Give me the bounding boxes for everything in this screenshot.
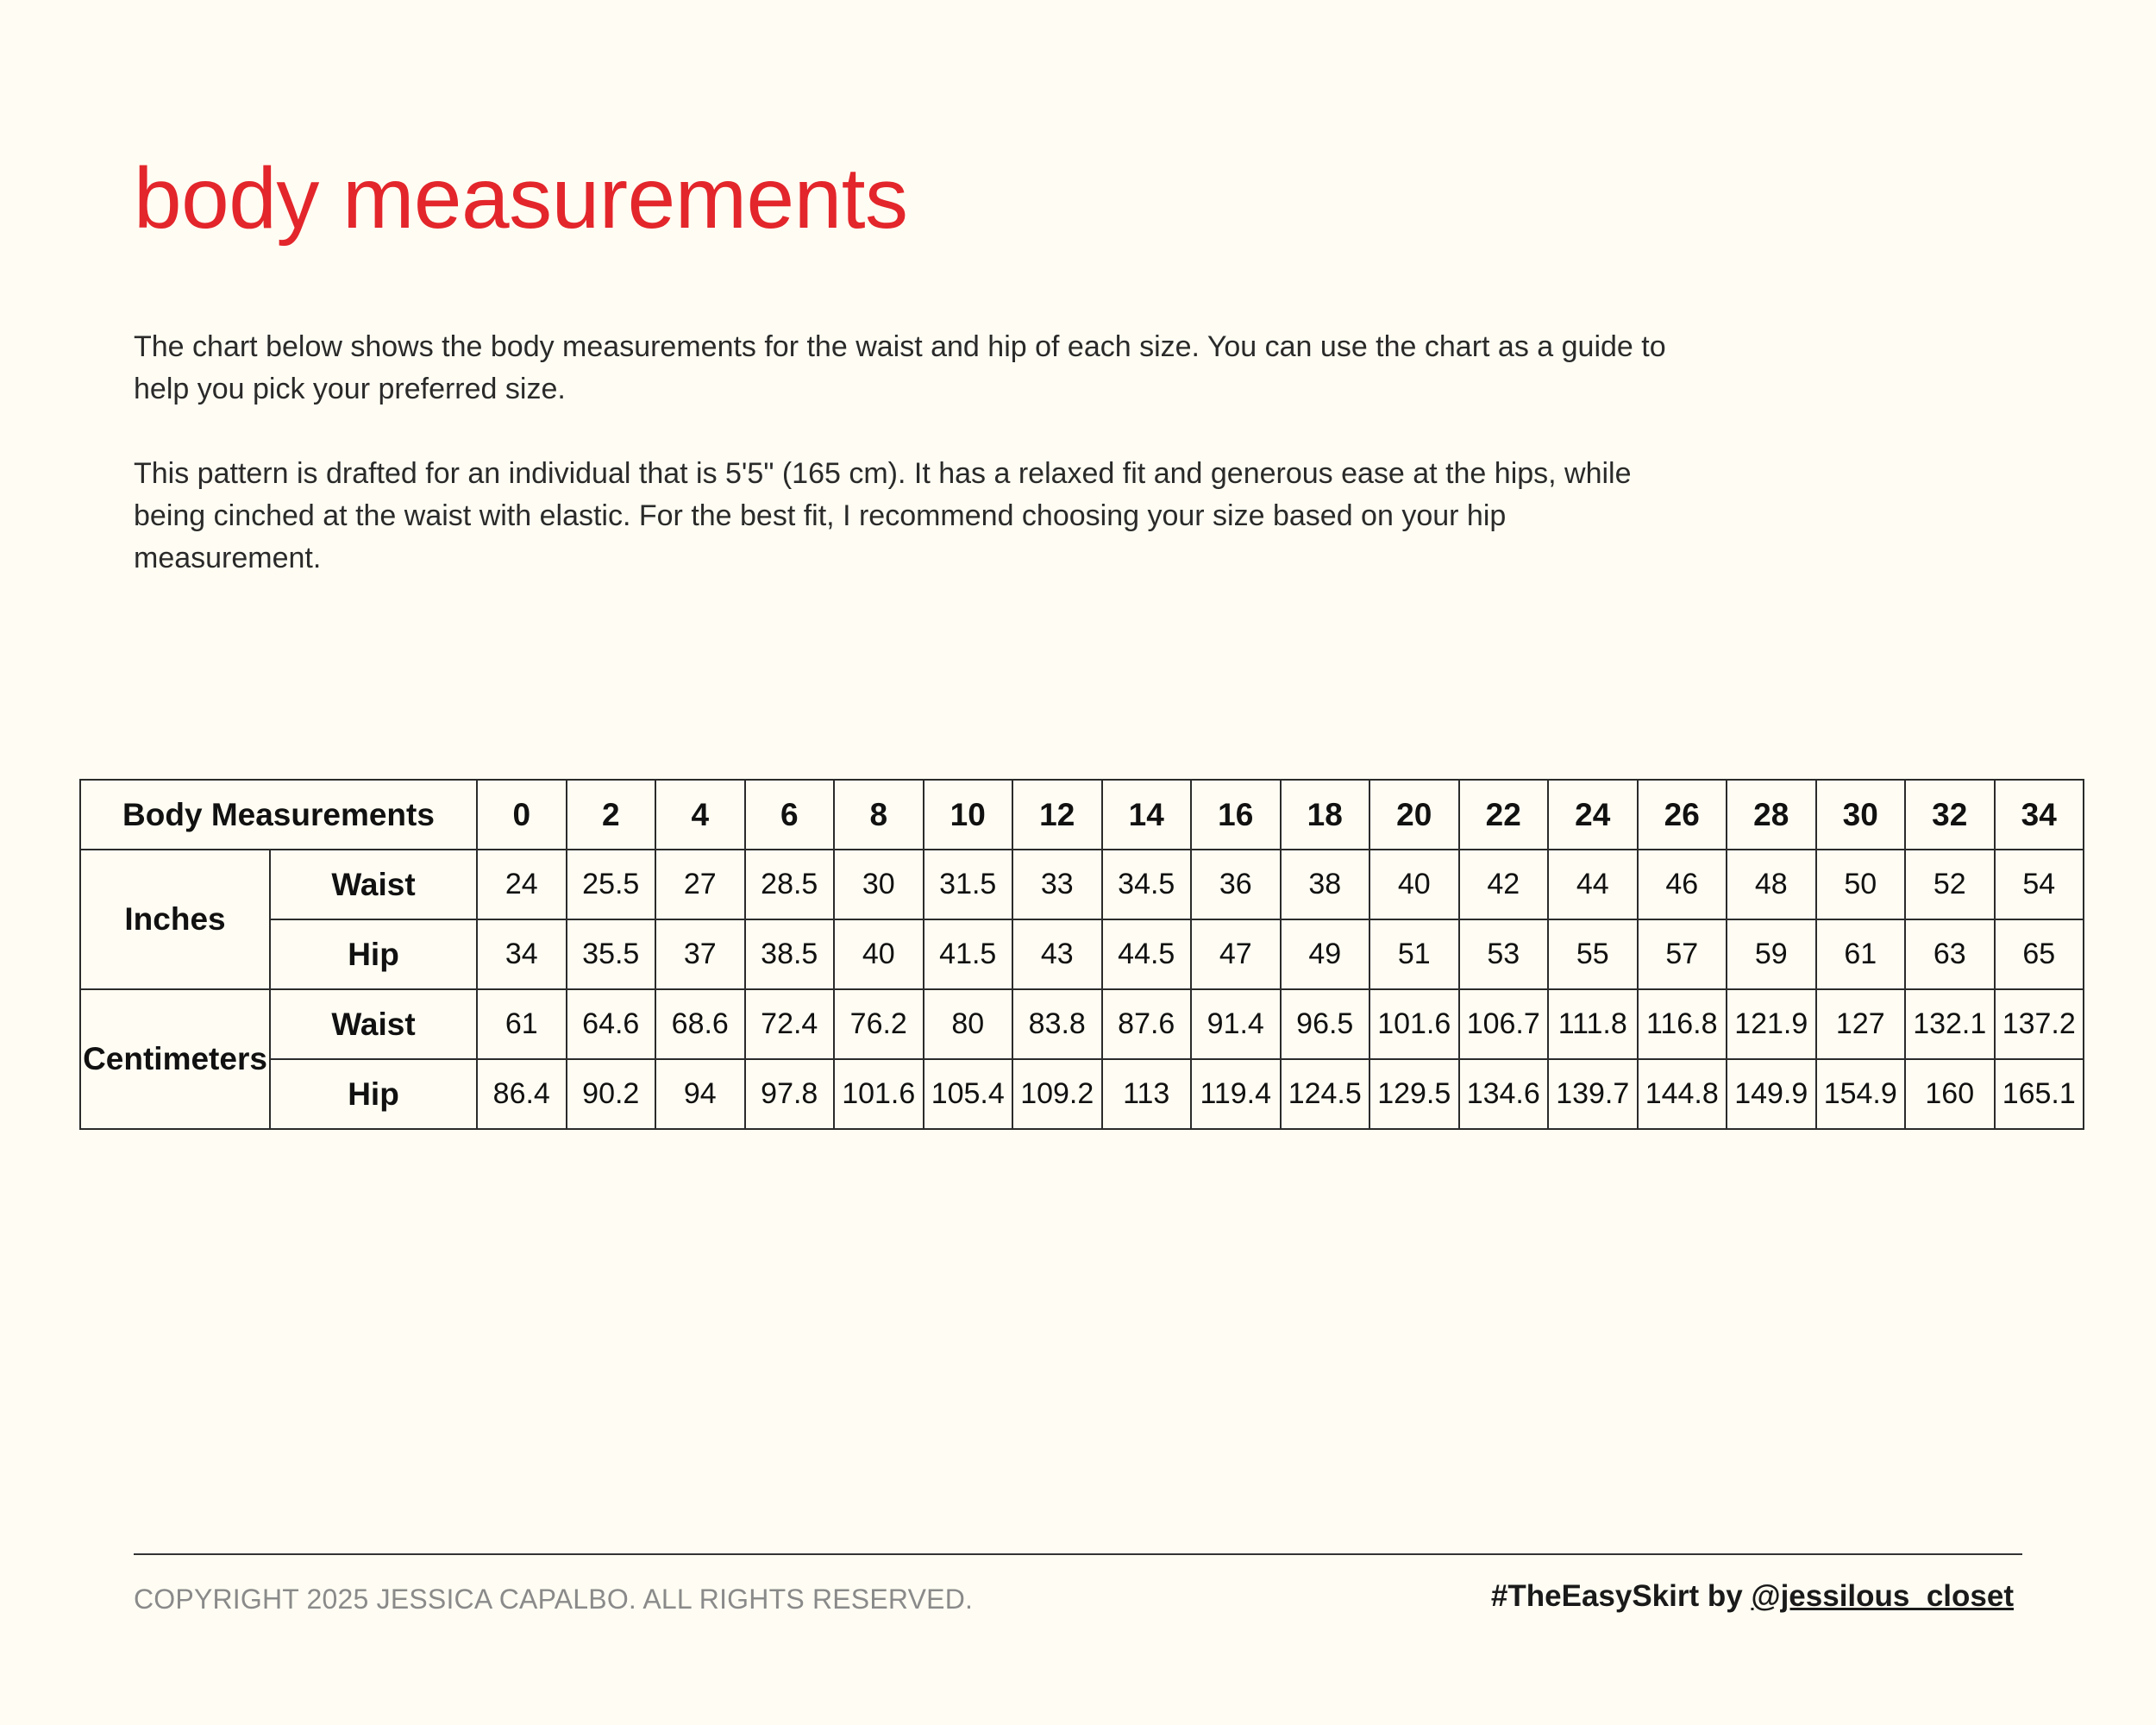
table-cell: 154.9 (1816, 1059, 1906, 1129)
table-cell: 52 (1905, 850, 1995, 919)
intro-paragraph-2: This pattern is drafted for an individual that is 5'5" (165 cm). It has a relaxed fit and generous ease at the hips, while being cinched at the waist with elastic. For the best fit, I recommend choosing your size based on your hip measurement. (134, 457, 1632, 574)
table-cell: 44.5 (1102, 919, 1192, 989)
table-cell: 38.5 (745, 919, 835, 989)
table-cell: 33 (1012, 850, 1102, 919)
table-cell: 43 (1012, 919, 1102, 989)
table-cell: 139.7 (1548, 1059, 1638, 1129)
copyright-notice: COPYRIGHT 2025 JESSICA CAPALBO. ALL RIGHTS RESERVED. (134, 1584, 974, 1615)
table-corner-label: Body Measurements (80, 780, 477, 850)
table-cell: 68.6 (655, 989, 745, 1059)
table-row (80, 919, 2084, 989)
table-cell: 87.6 (1102, 989, 1192, 1059)
table-cell: 72.4 (745, 989, 835, 1059)
table-cell: 47 (1191, 919, 1281, 989)
table-cell: 36 (1191, 850, 1281, 919)
row-label-waist: Waist (270, 989, 477, 1059)
size-header-6: 6 (745, 780, 835, 850)
size-header-row (80, 780, 2084, 850)
table-cell: 83.8 (1012, 989, 1102, 1059)
table-cell: 34.5 (1102, 850, 1192, 919)
table-cell: 40 (834, 919, 924, 989)
table-cell: 113 (1102, 1059, 1192, 1129)
row-label-waist: Waist (270, 850, 477, 919)
table-cell: 38 (1281, 850, 1370, 919)
table-cell: 132.1 (1905, 989, 1995, 1059)
measurement-table (79, 779, 2084, 1130)
table-cell: 165.1 (1995, 1059, 2084, 1129)
table-cell: 31.5 (924, 850, 1013, 919)
size-header-32: 32 (1905, 780, 1995, 850)
size-header-30: 30 (1816, 780, 1906, 850)
table-cell: 30 (834, 850, 924, 919)
table-cell: 91.4 (1191, 989, 1281, 1059)
table-cell: 59 (1727, 919, 1816, 989)
table-cell: 97.8 (745, 1059, 835, 1129)
size-header-14: 14 (1102, 780, 1192, 850)
table-cell: 137.2 (1995, 989, 2084, 1059)
page-title: body measurements (134, 150, 908, 247)
size-header-28: 28 (1727, 780, 1816, 850)
instagram-handle-link[interactable]: @jessilous_closet (1751, 1579, 2014, 1613)
table-cell: 149.9 (1727, 1059, 1816, 1129)
size-header-26: 26 (1638, 780, 1727, 850)
size-header-0: 0 (477, 780, 567, 850)
table-cell: 90.2 (567, 1059, 656, 1129)
table-cell: 65 (1995, 919, 2084, 989)
table-cell: 101.6 (834, 1059, 924, 1129)
table-cell: 24 (477, 850, 567, 919)
table-cell: 54 (1995, 850, 2084, 919)
table-cell: 57 (1638, 919, 1727, 989)
table-cell: 119.4 (1191, 1059, 1281, 1129)
size-header-16: 16 (1191, 780, 1281, 850)
table-cell: 34 (477, 919, 567, 989)
size-header-2: 2 (567, 780, 656, 850)
table-cell: 27 (655, 850, 745, 919)
row-label-hip: Hip (270, 1059, 477, 1129)
table-row (80, 989, 2084, 1059)
table-cell: 46 (1638, 850, 1727, 919)
footer-divider (134, 1553, 2022, 1555)
table-cell: 129.5 (1369, 1059, 1459, 1129)
table-cell: 42 (1459, 850, 1549, 919)
size-header-12: 12 (1012, 780, 1102, 850)
table-cell: 111.8 (1548, 989, 1638, 1059)
table-cell: 48 (1727, 850, 1816, 919)
table-cell: 25.5 (567, 850, 656, 919)
table-cell: 109.2 (1012, 1059, 1102, 1129)
intro-paragraph-1: The chart below shows the body measurements for the waist and hip of each size. You can use the chart as a guide to help you pick your preferred size. (134, 330, 1666, 405)
size-header-22: 22 (1459, 780, 1549, 850)
size-header-10: 10 (924, 780, 1013, 850)
unit-label-centimeters: Centimeters (80, 989, 270, 1129)
size-header-20: 20 (1369, 780, 1459, 850)
table-cell: 124.5 (1281, 1059, 1370, 1129)
hashtag-text: #TheEasySkirt by (1490, 1579, 1752, 1613)
table-cell: 94 (655, 1059, 745, 1129)
table-cell: 106.7 (1459, 989, 1549, 1059)
table-cell: 44 (1548, 850, 1638, 919)
table-cell: 35.5 (567, 919, 656, 989)
unit-label-inches: Inches (80, 850, 270, 989)
table-cell: 64.6 (567, 989, 656, 1059)
table-cell: 144.8 (1638, 1059, 1727, 1129)
size-header-34: 34 (1995, 780, 2084, 850)
table-cell: 53 (1459, 919, 1549, 989)
table-cell: 127 (1816, 989, 1906, 1059)
table-cell: 96.5 (1281, 989, 1370, 1059)
footer-credit (1491, 1578, 2014, 1615)
table-cell: 49 (1281, 919, 1370, 989)
table-cell: 50 (1816, 850, 1906, 919)
row-label-hip: Hip (270, 919, 477, 989)
table-cell: 86.4 (477, 1059, 567, 1129)
table-cell: 105.4 (924, 1059, 1013, 1129)
table-cell: 55 (1548, 919, 1638, 989)
size-header-4: 4 (655, 780, 745, 850)
table-cell: 160 (1905, 1059, 1995, 1129)
table-cell: 41.5 (924, 919, 1013, 989)
table-cell: 101.6 (1369, 989, 1459, 1059)
table-cell: 61 (1816, 919, 1906, 989)
table-row (80, 850, 2084, 919)
size-header-18: 18 (1281, 780, 1370, 850)
table-cell: 40 (1369, 850, 1459, 919)
table-cell: 51 (1369, 919, 1459, 989)
size-header-24: 24 (1548, 780, 1638, 850)
table-row (80, 1059, 2084, 1129)
table-cell: 80 (924, 989, 1013, 1059)
table-cell: 134.6 (1459, 1059, 1549, 1129)
table-cell: 76.2 (834, 989, 924, 1059)
table-cell: 61 (477, 989, 567, 1059)
measurement-table-container (79, 779, 2084, 1130)
table-cell: 63 (1905, 919, 1995, 989)
table-cell: 116.8 (1638, 989, 1727, 1059)
table-cell: 37 (655, 919, 745, 989)
table-cell: 121.9 (1727, 989, 1816, 1059)
table-cell: 28.5 (745, 850, 835, 919)
size-header-8: 8 (834, 780, 924, 850)
